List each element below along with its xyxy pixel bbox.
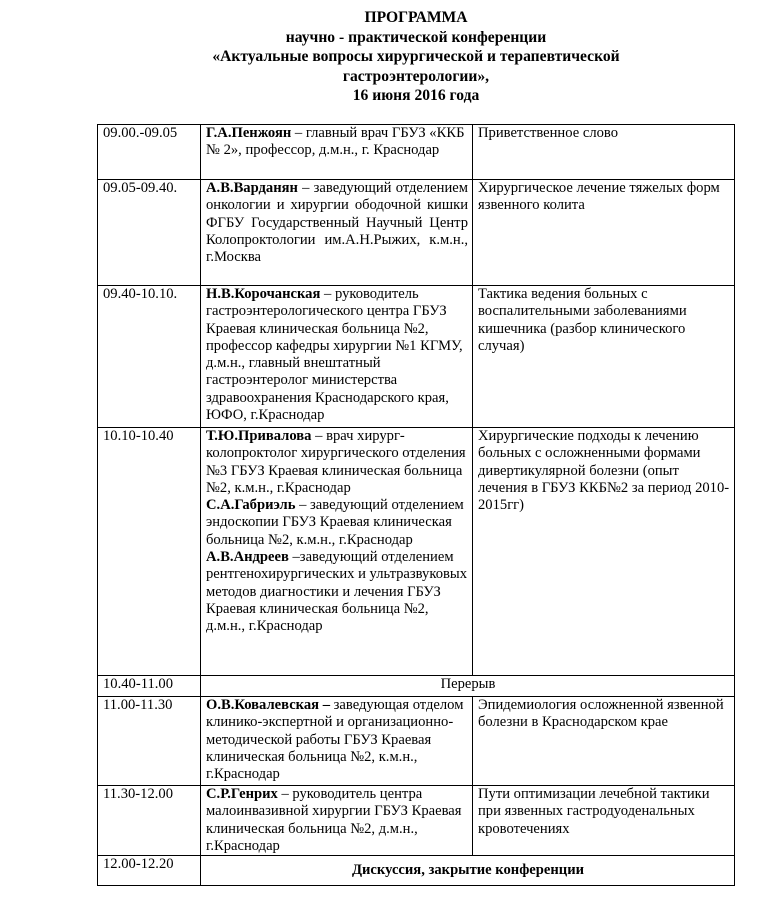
speaker-cell xyxy=(201,286,473,428)
topic-cell: Эпидемиология осложненной язвенной болезни в Краснодарском крае xyxy=(473,697,735,786)
speaker-description: – заведующий отделением онкологии и хирургии ободочной кишки ФГБУ Государственный Научный Центр Колопроктологии им.А.Н.Рыжих, к.м.н., г.Москва xyxy=(206,180,468,266)
speaker-entry xyxy=(206,497,468,549)
speaker-description: –заведующий отделением рентгенохирургических и ультразвуковых методов диагностики и лечения ГБУЗ Краевая клиническая больница №2, д.м.н., г.Краснодар xyxy=(206,549,467,635)
closing-cell: Дискуссия, закрытие конференции xyxy=(201,856,735,886)
table-row xyxy=(98,286,735,428)
speaker-name: Г.А.Пенжоян xyxy=(206,125,292,141)
speaker-name: О.В.Ковалевская – xyxy=(206,697,331,713)
speaker-entry xyxy=(206,125,468,160)
speaker-description: – руководитель гастроэнтерологического центра ГБУЗ Краевая клиническая больница №2, профессор кафедры хирургии №1 КГМУ, д.м.н., главный внештатный гастроэнтеролог министерства здравоохранения Краснодарского края, ЮФО, г.Краснодар xyxy=(206,286,463,424)
title-line: гастроэнтерологии», xyxy=(342,67,490,85)
speaker-entry xyxy=(206,549,468,635)
title-line: ПРОГРАММА xyxy=(364,9,468,26)
time-cell: 11.30-12.00 xyxy=(98,786,201,856)
speaker-description: – врач хирург-колопроктолог хирургического отделения №3 ГБУЗ Краевая клиническая больница №2, к.м.н., г.Краснодар xyxy=(206,428,466,496)
speaker-name: С.А.Габриэль xyxy=(206,497,296,514)
topic-cell: Хирургические подходы к лечению больных с осложненными формами дивертикулярной болезни (опыт лечения в ГБУЗ ККБ№2 за период 2010-2015гг) xyxy=(473,428,735,676)
time-cell: 12.00-12.20 xyxy=(98,856,201,886)
speaker-entry xyxy=(206,286,468,424)
speaker-description: – руководитель центра малоинвазивной хирургии ГБУЗ Краевая клиническая больница №2, д.м.н., г.Краснодар xyxy=(206,786,462,854)
speaker-name: А.В.Андреев xyxy=(206,549,289,566)
speaker-name: Т.Ю.Привалова xyxy=(206,428,312,444)
time-cell: 11.00-11.30 xyxy=(98,697,201,786)
speaker-entry xyxy=(206,428,468,497)
speaker-name: С.Р.Генрих xyxy=(206,786,278,802)
speaker-description: заведующая отделом клинико-экспертной и организационно-методической работы ГБУЗ Краевая клиническая больница №2, к.м.н., г.Краснодар xyxy=(206,697,464,783)
speaker-cell xyxy=(201,697,473,786)
speaker-description: – заведующий отделением эндоскопии ГБУЗ Краевая клиническая больница №2, к.м.н., г.Краснодар xyxy=(206,497,464,548)
break-cell: Перерыв xyxy=(201,676,735,697)
title-line: «Актуальные вопросы хирургической и терапевтической xyxy=(212,48,620,65)
table-row xyxy=(98,786,735,856)
time-cell: 10.10-10.40 xyxy=(98,428,201,676)
speaker-cell xyxy=(201,786,473,856)
program-table xyxy=(97,124,735,886)
topic-cell: Хирургическое лечение тяжелых форм язвенного колита xyxy=(473,180,735,286)
table-row xyxy=(98,676,735,697)
time-cell: 09.00.-09.05 xyxy=(98,125,201,180)
table-row xyxy=(98,125,735,180)
table-row xyxy=(98,856,735,886)
speaker-entry xyxy=(206,180,468,266)
time-cell: 09.05-09.40. xyxy=(98,180,201,286)
table-row xyxy=(98,428,735,676)
title-line: научно - практической конференции xyxy=(285,28,547,46)
speaker-cell xyxy=(201,125,473,180)
topic-cell: Тактика ведения больных с воспалительными заболеваниями кишечника (разбор клинического случая) xyxy=(473,286,735,428)
document-title xyxy=(100,8,732,106)
speaker-name: А.В.Варданян xyxy=(206,180,298,196)
speaker-description: – главный врач ГБУЗ «ККБ № 2», профессор, д.м.н., г. Краснодар xyxy=(206,125,465,159)
table-row xyxy=(98,180,735,286)
time-cell: 10.40-11.00 xyxy=(98,676,201,697)
speaker-name: Н.В.Корочанская xyxy=(206,286,321,302)
topic-cell: Приветственное слово xyxy=(473,125,735,180)
time-cell: 09.40-10.10. xyxy=(98,286,201,428)
speaker-entry xyxy=(206,786,468,855)
title-line: 16 июня 2016 года xyxy=(352,87,480,104)
speaker-cell xyxy=(201,428,473,676)
topic-cell: Пути оптимизации лечебной тактики при язвенных гастродуоденальных кровотечениях xyxy=(473,786,735,856)
speaker-cell xyxy=(201,180,473,286)
speaker-entry xyxy=(206,697,468,783)
table-row xyxy=(98,697,735,786)
